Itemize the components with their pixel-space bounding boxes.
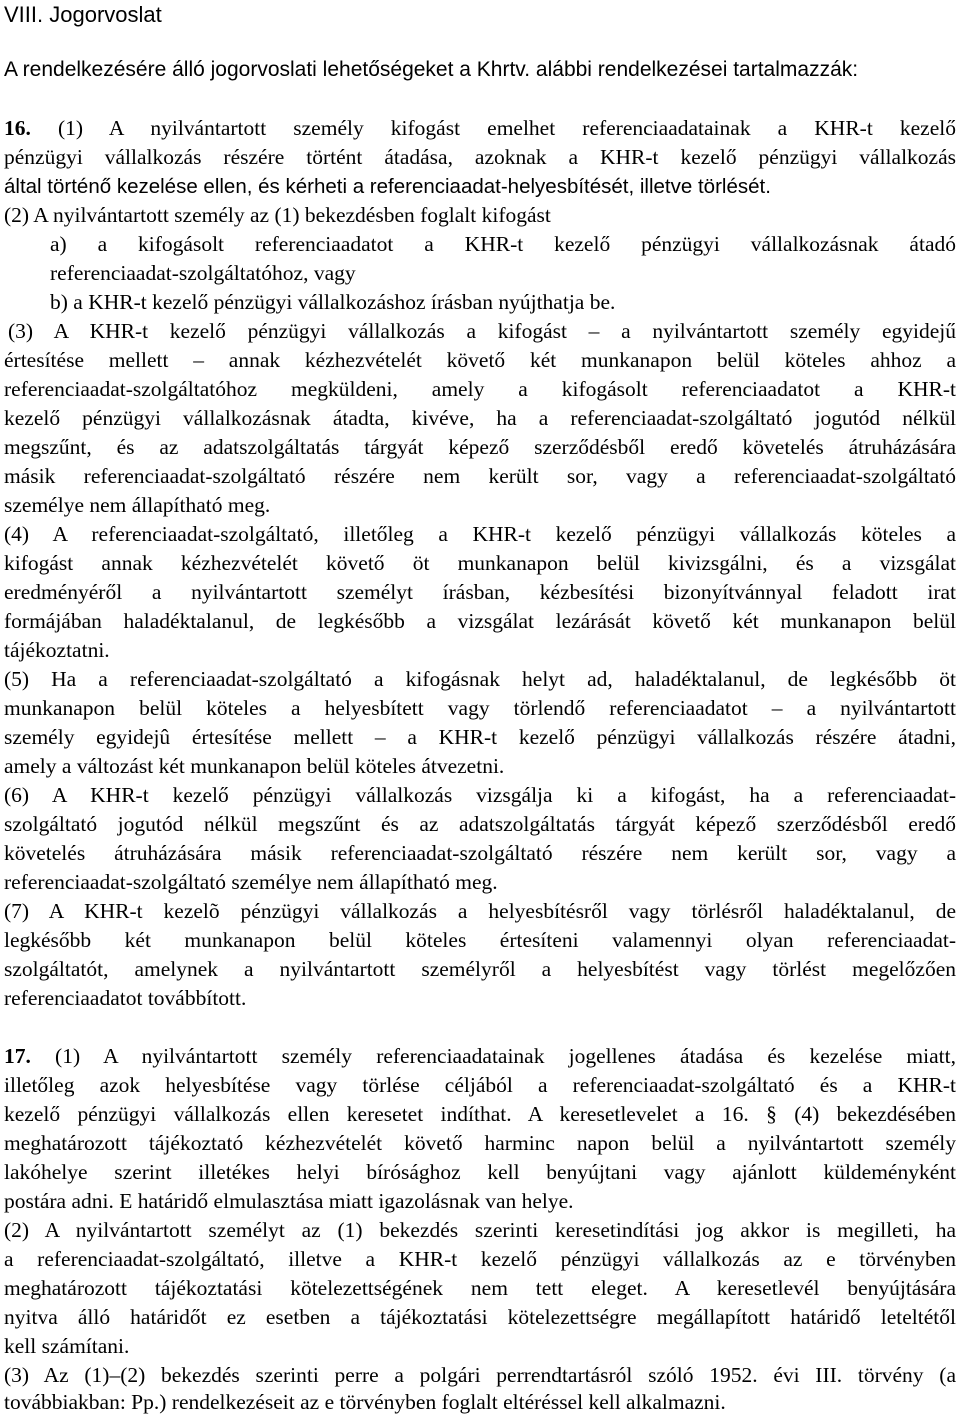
para-16-3-line: másik referenciaadat-szolgáltató részére nem került sor, vagy a referenciaadat-szolgáltató: [4, 464, 956, 488]
para-16-6-line: szolgáltató jogutód nélkül megszűnt és az adatszolgáltatás tárgyát képező szerződésből eredő: [4, 812, 956, 836]
para-16-4-line: (4) A referenciaadat-szolgáltató, illetőleg a KHR-t kezelő pénzügyi vállalkozás köteles a: [4, 522, 956, 546]
para-17-3-line: (3) Az (1)–(2) bekezdés szerinti perre a polgári perrendtartásról szóló 1952. évi III. törvény (a: [4, 1363, 956, 1387]
para-16-4-line: formájában haladéktalanul, de legkésőbb a vizsgálat lezárását követő két munkanapon belül: [4, 609, 956, 633]
para-16-4-line: tájékoztatni.: [4, 638, 110, 662]
para-17-1-line: meghatározott tájékoztató kézhezvételét követő harminc napon belül a nyilvántartott személy: [4, 1131, 956, 1155]
intro-text: A rendelkezésére álló jogorvoslati lehetőségeket a Khrtv. alábbi rendelkezései tartalmazzák:: [4, 58, 859, 81]
para-16-3-line: (3) A KHR-t kezelő pénzügyi vállalkozás a kifogást – a nyilvántartott személy egyidejű: [8, 319, 956, 343]
para-16-2a-line: a) a kifogásolt referenciaadatot a KHR-t kezelő pénzügyi vállalkozásnak átadó: [50, 232, 956, 256]
para-16-5-line: (5) Ha a referenciaadat-szolgáltató a kifogásnak helyt ad, haladéktalanul, de legkésőbb öt: [4, 667, 956, 691]
para-16-5-line: személy egyidejû értesítése mellett – a KHR-t kezelő pénzügyi vállalkozás részére átadni,: [4, 725, 956, 749]
para-17-2-line: (2) A nyilvántartott személyt az (1) bekezdés szerinti keresetindítási jog akkor is megilleti, ha: [4, 1218, 956, 1242]
para-17-1-line: 17. (1) A nyilvántartott személy referenciaadatainak jogellenes átadása és kezelése miatt,: [4, 1044, 956, 1068]
para-16-7-line: (7) A KHR-t kezelõ pénzügyi vállalkozás a helyesbítésről vagy törlésről haladéktalanul, de: [4, 899, 956, 923]
para-17-2-line: meghatározott tájékoztatási kötelezettségének nem tett eleget. A keresetlevél benyújtására: [4, 1276, 956, 1300]
para-16-3-line: referenciaadat-szolgáltatóhoz megküldeni, amely a kifogásolt referenciaadatot a KHR-t: [4, 377, 956, 401]
para-16-3-line: kezelő pénzügyi vállalkozásnak átadta, kivéve, ha a referenciaadat-szolgáltató jogutód nélkül: [4, 406, 956, 430]
para-16-1-line: által történő kezelése ellen, és kérheti a referenciaadat-helyesbítését, illetve törlését.: [4, 175, 771, 198]
para-16-1-line: pénzügyi vállalkozás részére történt átadása, azoknak a KHR-t kezelő pénzügyi vállalkozás: [4, 145, 956, 169]
para-16-6-line: (6) A KHR-t kezelő pénzügyi vállalkozás vizsgálja ki a kifogást, ha a referenciaadat-: [4, 783, 956, 807]
para-16-7-line: szolgáltatót, amelynek a nyilvántartott személyről a helyesbítést vagy törlést megelőzően: [4, 957, 956, 981]
para-16-7-line: referenciaadatot továbbított.: [4, 986, 247, 1010]
para-17-1-line: lakóhelye szerint illetékes helyi bírósághoz kell benyújtani vagy ajánlott küldeményként: [4, 1160, 956, 1184]
para-16-6-line: követelés átruházására másik referenciaadat-szolgáltató részére nem került sor, vagy a: [4, 841, 956, 865]
para-16-2-line: (2) A nyilvántartott személy az (1) bekezdésben foglalt kifogást: [4, 203, 551, 227]
para-16-3-line: megszűnt, és az adatszolgáltatás tárgyát képező szerződésből eredő követelés átruházására: [4, 435, 956, 459]
para-16-4-line: eredményéről a nyilvántartott személyt írásban, kézbesítési bizonyítvánnyal feladott irat: [4, 580, 956, 604]
para-17-3-line: továbbiakban: Pp.) rendelkezéseit az e törvényben foglalt eltéréssel kell alkalmazni.: [4, 1390, 726, 1414]
para-16-2a-line: referenciaadat-szolgáltatóhoz, vagy: [50, 261, 356, 285]
para-17-1-line: postára adni. E határidő elmulasztása miatt igazolásnak van helye.: [4, 1189, 574, 1213]
para-17-2-line: nyitva álló határidőt ez esetben a tájékoztatási kötelezettségre megállapított határidő leteltétől: [4, 1305, 956, 1329]
para-16-3-line: értesítése mellett – annak kézhezvételét követő két munkanapon belül köteles ahhoz a: [4, 348, 956, 372]
para-16-3-line: személye nem állapítható meg.: [4, 493, 271, 517]
para-16-7-line: legkésőbb két munkanapon belül köteles értesíteni valamennyi olyan referenciaadat-: [4, 928, 956, 952]
section-heading: VIII. Jogorvoslat: [4, 2, 162, 27]
para-17-2-line: kell számítani.: [4, 1334, 130, 1358]
para-17-1-line: illetőleg azok helyesbítése vagy törlése céljából a referenciaadat-szolgáltató és a KHR-t: [4, 1073, 956, 1097]
para-17-2-line: a referenciaadat-szolgáltató, illetve a KHR-t kezelő pénzügyi vállalkozás az e törvényben: [4, 1247, 956, 1271]
para-16-5-line: amely a változást két munkanapon belül köteles átvezetni.: [4, 754, 505, 778]
para-16-6-line: referenciaadat-szolgáltató személye nem állapítható meg.: [4, 870, 498, 894]
para-16-1-line: 16. (1) A nyilvántartott személy kifogást emelhet referenciaadatainak a KHR-t kezelő: [4, 116, 956, 140]
para-16-4-line: kifogást annak kézhezvételét követő öt munkanapon belül kivizsgálni, és a vizsgálat: [4, 551, 956, 575]
para-16-2b-line: b) a KHR-t kezelő pénzügyi vállalkozáshoz írásban nyújthatja be.: [50, 290, 616, 314]
para-16-5-line: munkanapon belül köteles a helyesbített vagy törlendő referenciaadatot – a nyilvántartott: [4, 696, 956, 720]
para-17-1-line: kezelő pénzügyi vállalkozás ellen keresetet indíthat. A keresetlevelet a 16. § (4) bekezdésében: [4, 1102, 956, 1126]
